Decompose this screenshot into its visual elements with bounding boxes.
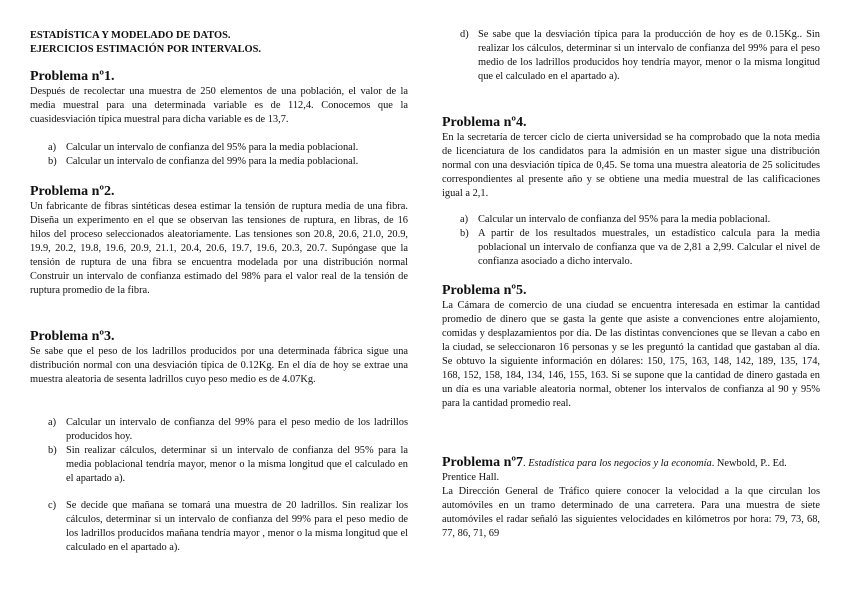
problem-1-item-a [30, 141, 408, 155]
problem-7-separator: . [522, 458, 529, 469]
problem-3-item-a [30, 416, 408, 444]
problem-7 [442, 456, 820, 541]
problem-2-text: Un fabricante de fibras sintéticas desea estimar la tensión de ruptura media de una fibra. Diseña un experimento en el que se observan las tensiones de ruptura, en libras, de 16 hilos del proceso seleccionados aleatoriamente. Las tensiones son 20.8, 20.6, 21.0, 20.9, 19.9, 20.2, 19.8, 19.6, 20.9, 21.1, 20.4, 20.6, 19.7, 19.6, 20.3, 20.7. Supóngase que la tensión de ruptura de una fibra se encuentra modelada por una distribución normal Construir un intervalo de confianza estimado del 98% para el valor real de la tensión de ruptura promedio de la fibra. [30, 201, 408, 296]
item-text: Calcular un intervalo de confianza del 95% para la media poblacional. [478, 214, 771, 225]
problem-7-text: La Dirección General de Tráfico quiere conocer la velocidad a la que circulan los automóviles en un tramo determinado de una carretera. Para una muestra de siete automóviles el radar señaló las siguientes velocidades en kilómetros por hora: 79, 73, 68, 77, 86, 71, 69 [442, 486, 820, 539]
problem-4-title: Problema nº4. [442, 115, 527, 130]
problem-5-text: La Cámara de comercio de una ciudad se encuentra interesada en estimar la cantidad promedio de dinero que se gasta la gente que asiste a convenciones entre alojamiento, comidas y desplazamientos por día. De las distintas convenciones que se llevan a cabo en la ciudad, se seleccionaron 16 personas y se les preguntó la cantidad que gastaban al día. Se obtuvo la siguiente información en dólares: 150, 175, 163, 148, 142, 189, 135, 174, 168, 152, 158, 184, 134, 146, 155, 163. Si se supone que la cantidad de dinero gastada en un día es una variable aleatoria normal, obtener los intervalos de confianza al 90 y 95% para la cantidad promedio real. [442, 300, 820, 409]
problem-1 [30, 69, 408, 127]
problem-5-title: Problema nº5. [442, 283, 527, 298]
problem-4 [442, 115, 820, 201]
problem-5 [442, 283, 820, 411]
problem-4-text: En la secretaría de tercer ciclo de cierta universidad se ha comprobado que la nota media de licenciatura de los candidatos para la admisión en un master sigue una distribución normal con una desviación típica de 0,45. Se toma una muestra aleatoria de 25 solicitudes correspondientes al presente año y se obtiene una media muestral de las calificaciones igual a 2,1. [442, 132, 820, 199]
problem-2 [30, 184, 408, 298]
problem-3-text: Se sabe que el peso de los ladrillos producidos por una determinada fábrica sigue una distribución normal con una desviación típica de 0.12Kg. En el día de hoy se extrae una muestra aleatoria de sesenta ladrillos cuyo peso medio es de 4.07Kg. [30, 346, 408, 385]
item-text: Se sabe que la desviación típica para la producción de hoy es de 0.15Kg.. Sin realizar los cálculos, determinar si un intervalo de confianza del 99% para el peso medio de los ladrillos producidos hoy tendría mayor, menor o la misma longitud que el calculado en el apartado a). [478, 29, 820, 82]
document-title-line2: EJERCICIOS ESTIMACIÓN POR INTERVALOS. [30, 44, 261, 55]
problem-1-title: Problema nº1. [30, 69, 115, 84]
item-text: Se decide que mañana se tomará una muestra de 20 ladrillos. Sin realizar los cálculos, determinar si un intervalo de confianza del 99% para el peso medio de los ladrillos producidos mañana tendría mayor , menor o la misma longitud que el calculado en el apartado a). [66, 500, 408, 553]
problem-7-title: Problema nº7 [442, 455, 523, 470]
problem-1-item-b [30, 155, 408, 169]
item-label: a) [460, 214, 469, 225]
item-text: A partir de los resultados muestrales, un estadístico calcula para la media poblacional un intervalo de confianza que va de 2,81 a 2,99. Calcular el nivel de confianza asociado a dicho intervalo. [478, 228, 820, 267]
item-text: Calcular un intervalo de confianza del 95% para la media poblacional. [66, 142, 359, 153]
problem-7-book: Estadística para los negocios y la economía [528, 458, 712, 469]
problem-7-citation: . Newbold, P.. Ed. Prentice Hall. [442, 458, 787, 483]
item-label: a) [48, 417, 57, 428]
item-text: Calcular un intervalo de confianza del 99% para la media poblacional. [66, 156, 359, 167]
item-text: Calcular un intervalo de confianza del 99% para el peso medio de los ladrillos producidos hoy. [66, 417, 408, 442]
item-label: b) [48, 156, 57, 167]
document-title [30, 29, 408, 57]
item-text: Sin realizar cálculos, determinar si un intervalo de confianza del 95% para la media poblacional tendría mayor, menor o la misma longitud que el calculado en el apartado a). [66, 445, 408, 484]
problem-4-item-a [442, 213, 820, 227]
item-label: b) [460, 228, 469, 239]
problem-3-item-b [30, 444, 408, 486]
document-title-line1: ESTADÍSTICA Y MODELADO DE DATOS. [30, 30, 231, 41]
problem-1-text: Después de recolectar una muestra de 250 elementos de una población, el valor de la media muestral para una determinada variable es de 112,4. Conocemos que la cuasidesviación típica muestral para dicha variable es de 13,7. [30, 86, 408, 125]
problem-3-title: Problema nº3. [30, 329, 115, 344]
item-label: b) [48, 445, 57, 456]
problem-3-item-d [442, 28, 820, 84]
problem-3-item-c [30, 499, 408, 555]
item-label: c) [48, 500, 57, 511]
problem-4-item-b [442, 227, 820, 269]
problem-7-heading [442, 456, 820, 485]
problem-3 [30, 329, 408, 387]
problem-2-title: Problema nº2. [30, 184, 115, 199]
item-label: a) [48, 142, 57, 153]
item-label: d) [460, 29, 469, 40]
